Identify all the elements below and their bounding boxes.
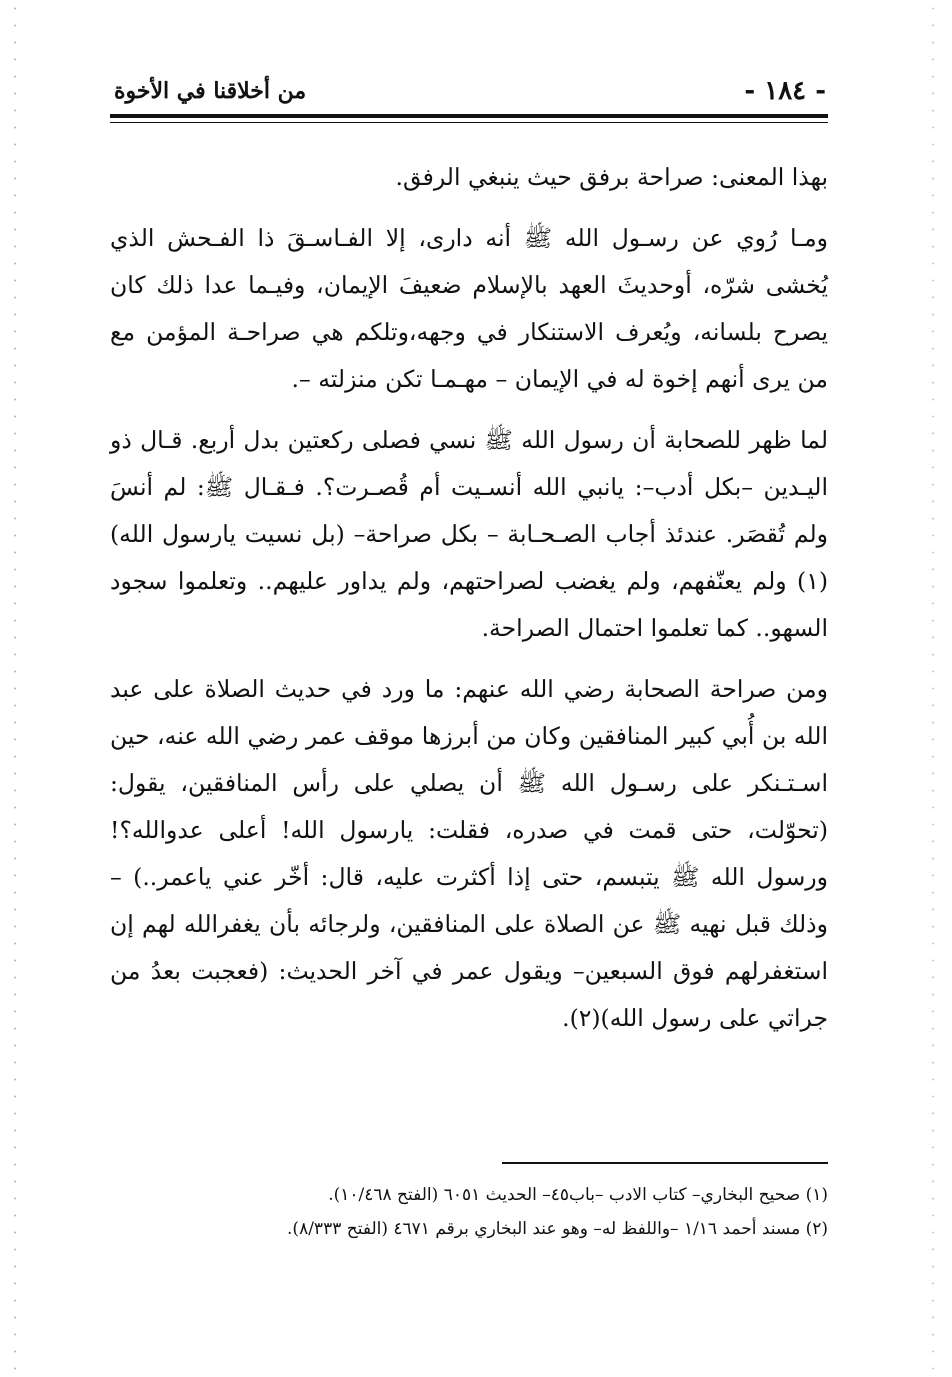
scan-margin-dots-right: [932, 0, 934, 1377]
running-title: من أخلاقنا في الأخوة: [114, 78, 307, 104]
book-page: [110, 0, 828, 1377]
page-header: [110, 70, 828, 112]
body-text: [110, 154, 828, 1056]
paragraph-1: بهذا المعنى: صراحة برفق حيث ينبغي الرفق.: [395, 163, 828, 191]
footnote-separator: [502, 1162, 828, 1164]
page-number: - ١٨٤ -: [744, 76, 826, 106]
footnote-1: (١) صحيح البخاري– كتاب الادب –باب٤٥– الحديث ٦٠٥١ (الفتح ١٠/٤٦٨).: [328, 1185, 828, 1205]
header-rule-thick: [110, 114, 828, 118]
footnote-2: (٢) مسند أحمد ١/١٦ –واللفظ له– وهو عند البخاري برقم ٤٦٧١ (الفتح ٨/٣٣٣).: [287, 1219, 828, 1239]
paragraph-3: لما ظهر للصحابة أن رسول الله ﷺ نسي فصلى ركعتين بدل أربع. قـال ذو اليـدين –بكل أدب–: يانبي الله أنسـيت أم قُصـرت؟. فـقـال ﷺ: لم أنسَ ولم تُقصَر. عندئذ أجاب الصـحـابة – بكل صراحة– (بل نسيت يارسول الله)(١) ولم يعنّفهم، ولم يغضب لصراحتهم، ولم يداور عليهم.. وتعلموا سجود السهو.. كما تعلموا احتمال الصراحة.: [110, 426, 828, 642]
scan-margin-dots-left: [14, 0, 16, 1377]
paragraph-4: ومن صراحة الصحابة رضي الله عنهم: ما ورد في حديث الصلاة على عبد الله بن أُبي كبير المنافقين وكان من أبرزها موقف عمر رضي الله عنه، حين اسـتـنكر على رسـول الله ﷺ أن يصلي على رأس المنافقين، يقول: (تحوّلت، حتى قمت في صدره، فقلت: يارسول الله! أعلى عدوالله؟! ورسول الله ﷺ يتبسم، حتى إذا أكثرت عليه، قال: أخّر عني ياعمر..) – وذلك قبل نهيه ﷺ عن الصلاة على المنافقين، ولرجائه بأن يغفرالله لهم إن استغفرلهم فوق السبعين– ويقول عمر في آخر الحديث: (فعجبت بعدُ من جراتي على رسول الله)(٢).: [110, 675, 828, 1032]
header-rule-thin: [110, 122, 828, 123]
footnotes: [110, 1178, 828, 1246]
paragraph-2: ومـا رُوي عن رسـول الله ﷺ أنه دارى، إلا الفـاسـقَ ذا الفـحش الذي يُخشى شرّه، أوحديثَ العهد بالإسلام ضعيفَ الإيمان، وفيـما عدا ذلك كان يصرح بلسانه، ويُعرف الاستنكار في وجهه،وتلكم هي صراحـة المؤمن مع من يرى أنهم إخوة له في الإيمان – مهـمـا تكن منزلته –.: [110, 224, 828, 393]
